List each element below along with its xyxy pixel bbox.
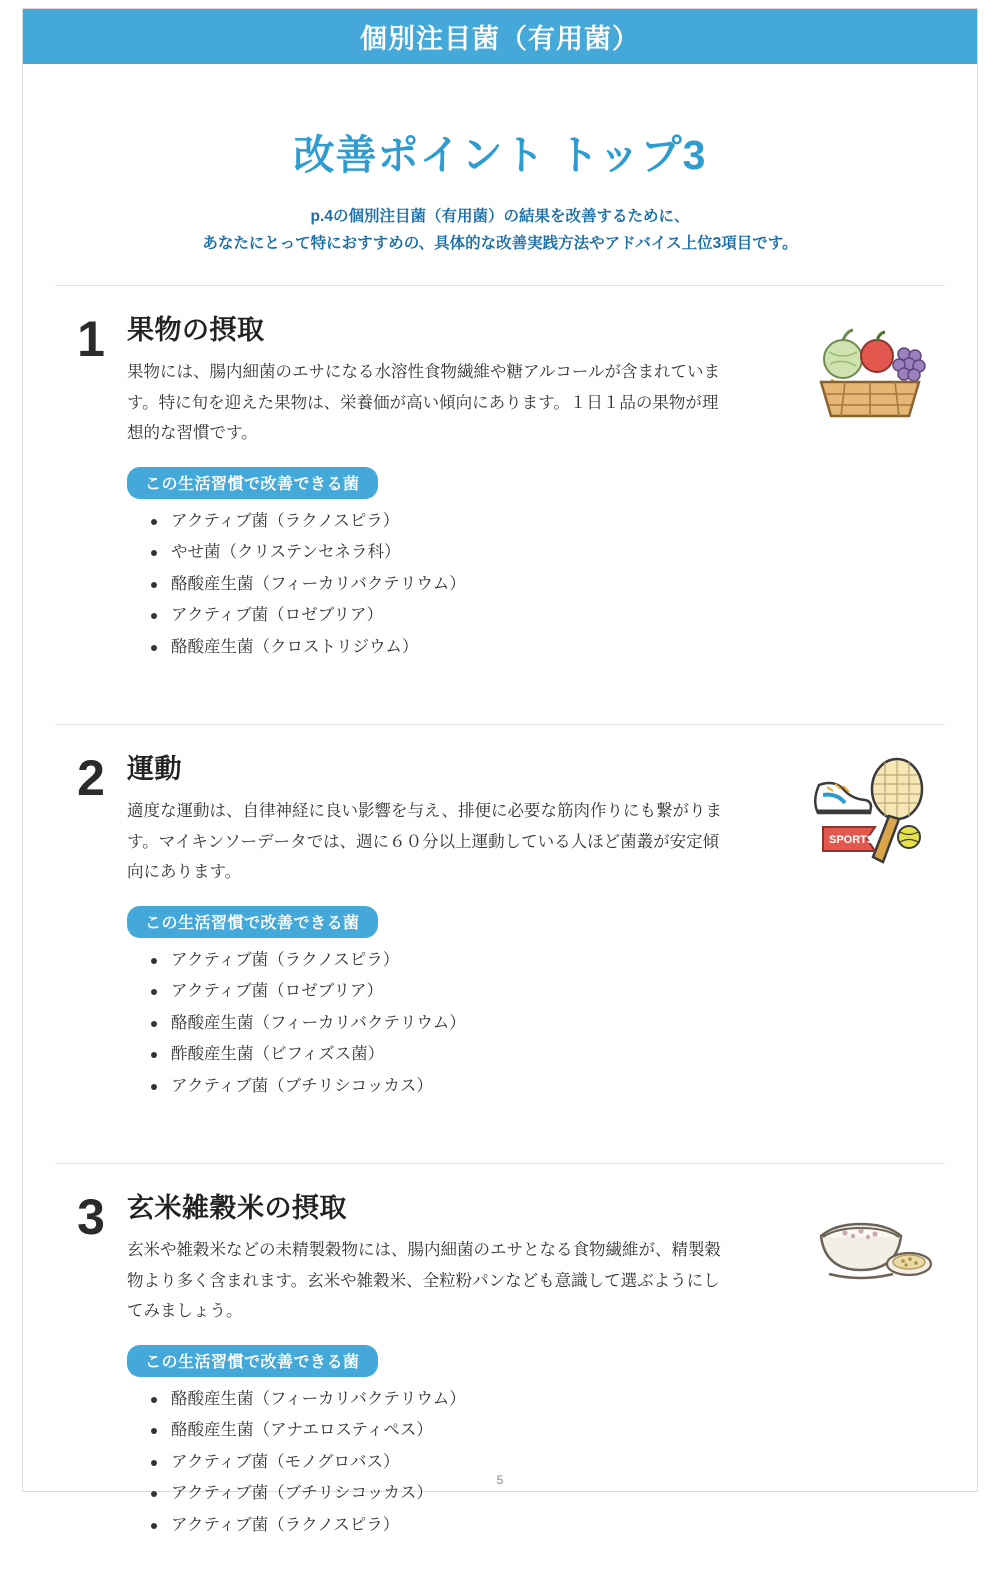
list-item: 酪酸産生菌（クロストリジウム）	[145, 639, 787, 656]
section-description: 適度な運動は、自律神経に良い影響を与え、排便に必要な筋肉作りにも繋がります。マイキンソーデータでは、週に６０分以上運動している人ほど菌叢が安定傾向にあります。	[127, 802, 722, 882]
list-item: アクティブ菌（ラクノスピラ）	[145, 952, 787, 969]
improvement-section-3	[23, 1164, 977, 1574]
list-item: アクティブ菌（ブチリシコッカス）	[145, 1485, 787, 1502]
section-title: 果物の摂取	[127, 315, 265, 346]
page-header	[23, 9, 977, 64]
page-subtitle-line-1: p.4の個別注目菌（有用菌）の結果を改善するために、	[310, 208, 690, 225]
improvement-section-2	[23, 725, 977, 1135]
list-item: アクティブ菌（ラクノスピラ）	[145, 513, 787, 530]
sports-equipment-icon	[795, 747, 945, 1109]
section-rank-number: 1	[77, 311, 105, 368]
report-page	[22, 8, 978, 1534]
svg-text:SPORTS: SPORTS	[829, 834, 875, 847]
bacteria-list	[127, 1391, 787, 1534]
page-header-title: 個別注目菌（有用菌）	[360, 24, 640, 54]
list-item: アクティブ菌（ラクノスピラ）	[145, 1517, 787, 1534]
list-item: 酪酸産生菌（フィーカリバクテリウム）	[145, 576, 787, 593]
section-tag-badge: この生活習慣で改善できる菌	[127, 467, 378, 499]
fruit-basket-icon	[795, 308, 945, 670]
section-title: 玄米雑穀米の摂取	[127, 1193, 347, 1224]
list-item: 酢酸産生菌（ビフィズス菌）	[145, 1046, 787, 1063]
list-item: アクティブ菌（モノグロバス）	[145, 1454, 787, 1471]
list-item: アクティブ菌（ブチリシコッカス）	[145, 1078, 787, 1095]
section-tag-badge: この生活習慣で改善できる菌	[127, 906, 378, 938]
page-number: 5	[496, 1473, 504, 1487]
page-subtitle-line-2: あなたにとって特におすすめの、具体的な改善実践方法やアドバイス上位3項目です。	[202, 235, 798, 253]
list-item: 酪酸産生菌（フィーカリバクテリウム）	[145, 1015, 787, 1032]
improvement-section-1	[23, 286, 977, 696]
list-item: アクティブ菌（ロゼブリア）	[145, 983, 787, 1000]
section-rank-number: 2	[77, 750, 105, 807]
page-subtitle	[23, 203, 977, 257]
list-item: 酪酸産生菌（フィーカリバクテリウム）	[145, 1391, 787, 1408]
list-item: やせ菌（クリステンセネラ科）	[145, 544, 787, 561]
section-rank-number: 3	[77, 1189, 105, 1246]
bacteria-list	[127, 513, 787, 656]
list-item: 酪酸産生菌（アナエロスティペス）	[145, 1422, 787, 1439]
list-item: アクティブ菌（ロゼブリア）	[145, 607, 787, 624]
section-description: 果物には、腸内細菌のエサになる水溶性食物繊維や糖アルコールが含まれています。特に旬を迎えた果物は、栄養価が高い傾向にあります。１日１品の果物が理想的な習慣です。	[127, 363, 721, 443]
rice-bowl-icon	[795, 1186, 945, 1548]
bacteria-list	[127, 952, 787, 1095]
page-title: 改善ポイント トップ3	[293, 132, 707, 178]
section-description: 玄米や雑穀米などの未精製穀物には、腸内細菌のエサとなる食物繊維が、精製穀物より多く含まれます。玄米や雑穀米、全粒粉パンなども意識して選ぶようにしてみましょう。	[127, 1241, 721, 1321]
section-tag-badge: この生活習慣で改善できる菌	[127, 1345, 378, 1377]
section-title: 運動	[127, 754, 182, 785]
